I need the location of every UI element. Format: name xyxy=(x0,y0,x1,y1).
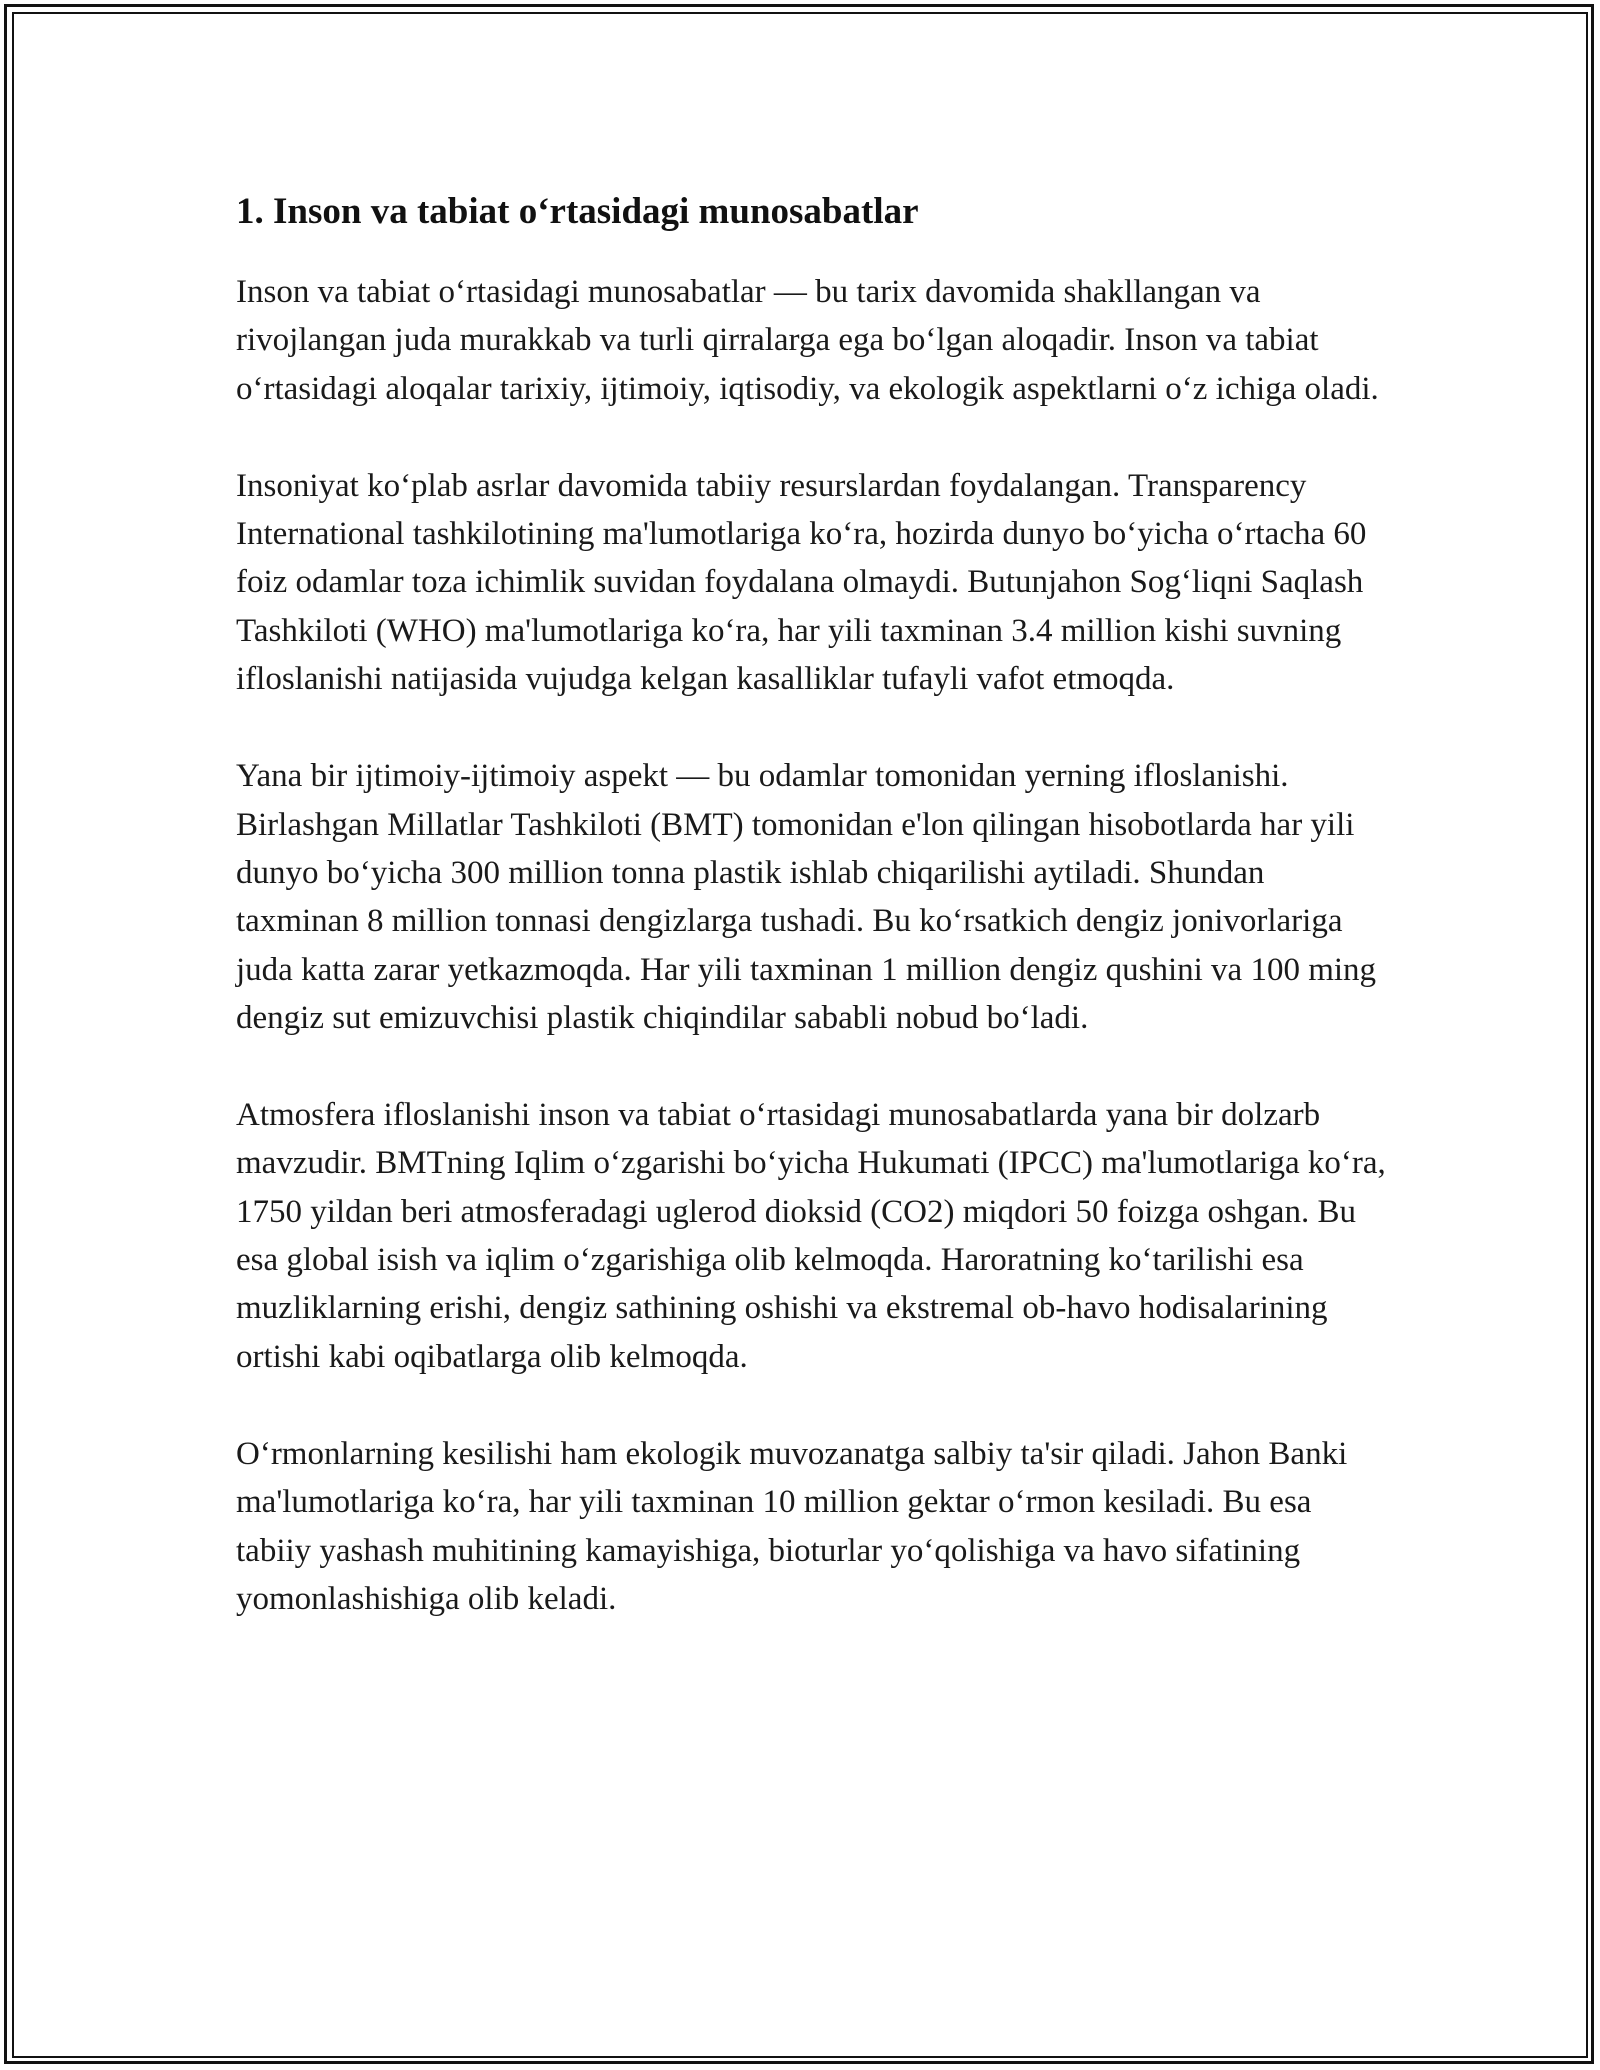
paragraph-3: Yana bir ijtimoiy-ijtimoiy aspekt — bu odamlar tomonidan yerning ifloslanishi. Birlashgan Millatlar Tashkiloti (BMT) tomonidan e'lon qilingan hisobotlarda har yili dunyo bo‘yicha 300 million tonna plastik ishlab chiqarilishi aytiladi. Shundan taxminan 8 million tonnasi dengizlarga tushadi. Bu ko‘rsatkich dengiz jonivorlariga juda katta zarar yetkazmoqda. Har yili taxminan 1 million dengiz qushini va 100 ming dengiz sut emizuvchisi plastik chiqindilar sababli nobud bo‘ladi. xyxy=(236,758,1377,1036)
paragraph-1: Inson va tabiat o‘rtasidagi munosabatlar — bu tarix davomida shakllangan va rivojlangan juda murakkab va turli qirralarga ega bo‘lgan aloqadir. Inson va tabiat o‘rtasidagi aloqalar tarixiy, ijtimoiy, iqtisodiy, va ekologik aspektlarni o‘z ichiga oladi. xyxy=(236,274,1379,407)
section-heading: 1. Inson va tabiat o‘rtasidagi munosabatlar xyxy=(236,191,919,232)
paragraph-4: Atmosfera ifloslanishi inson va tabiat o‘rtasidagi munosabatlarda yana bir dolzarb mavzudir. BMTning Iqlim o‘zgarishi bo‘yicha Hukumati (IPCC) ma'lumotlariga ko‘ra, 1750 yildan beri atmosferadagi uglerod dioksid (CO2) miqdori 50 foizga oshgan. Bu esa global isish va iqlim o‘zgarishiga olib kelmoqda. Haroratning ko‘tarilishi esa muzliklarning erishi, dengiz sathining oshishi va ekstremal ob-havo hodisalarining ortishi kabi oqibatlarga olib kelmoqda. xyxy=(236,1097,1386,1375)
document-body xyxy=(236,186,1386,1672)
paragraph-5: O‘rmonlarning kesilishi ham ekologik muvozanatga salbiy ta'sir qiladi. Jahon Banki ma'lumotlariga ko‘ra, har yili taxminan 10 million gektar o‘rmon kesiladi. Bu esa tabiiy yashash muhitining kamayishiga, bioturlar yo‘qolishiga va havo sifatining yomonlashishiga olib keladi. xyxy=(236,1435,1348,1617)
paragraph-2: Insoniyat ko‘plab asrlar davomida tabiiy resurslardan foydalangan. Transparency International tashkilotining ma'lumotlariga ko‘ra, hozirda dunyo bo‘yicha o‘rtacha 60 foiz odamlar toza ichimlik suvidan foydalana olmaydi. Butunjahon Sog‘liqni Saqlash Tashkiloti (WHO) ma'lumotlariga ko‘ra, har yili taxminan 3.4 million kishi suvning ifloslanishi natijasida vujudga kelgan kasalliklar tufayli vafot etmoqda. xyxy=(236,467,1367,698)
